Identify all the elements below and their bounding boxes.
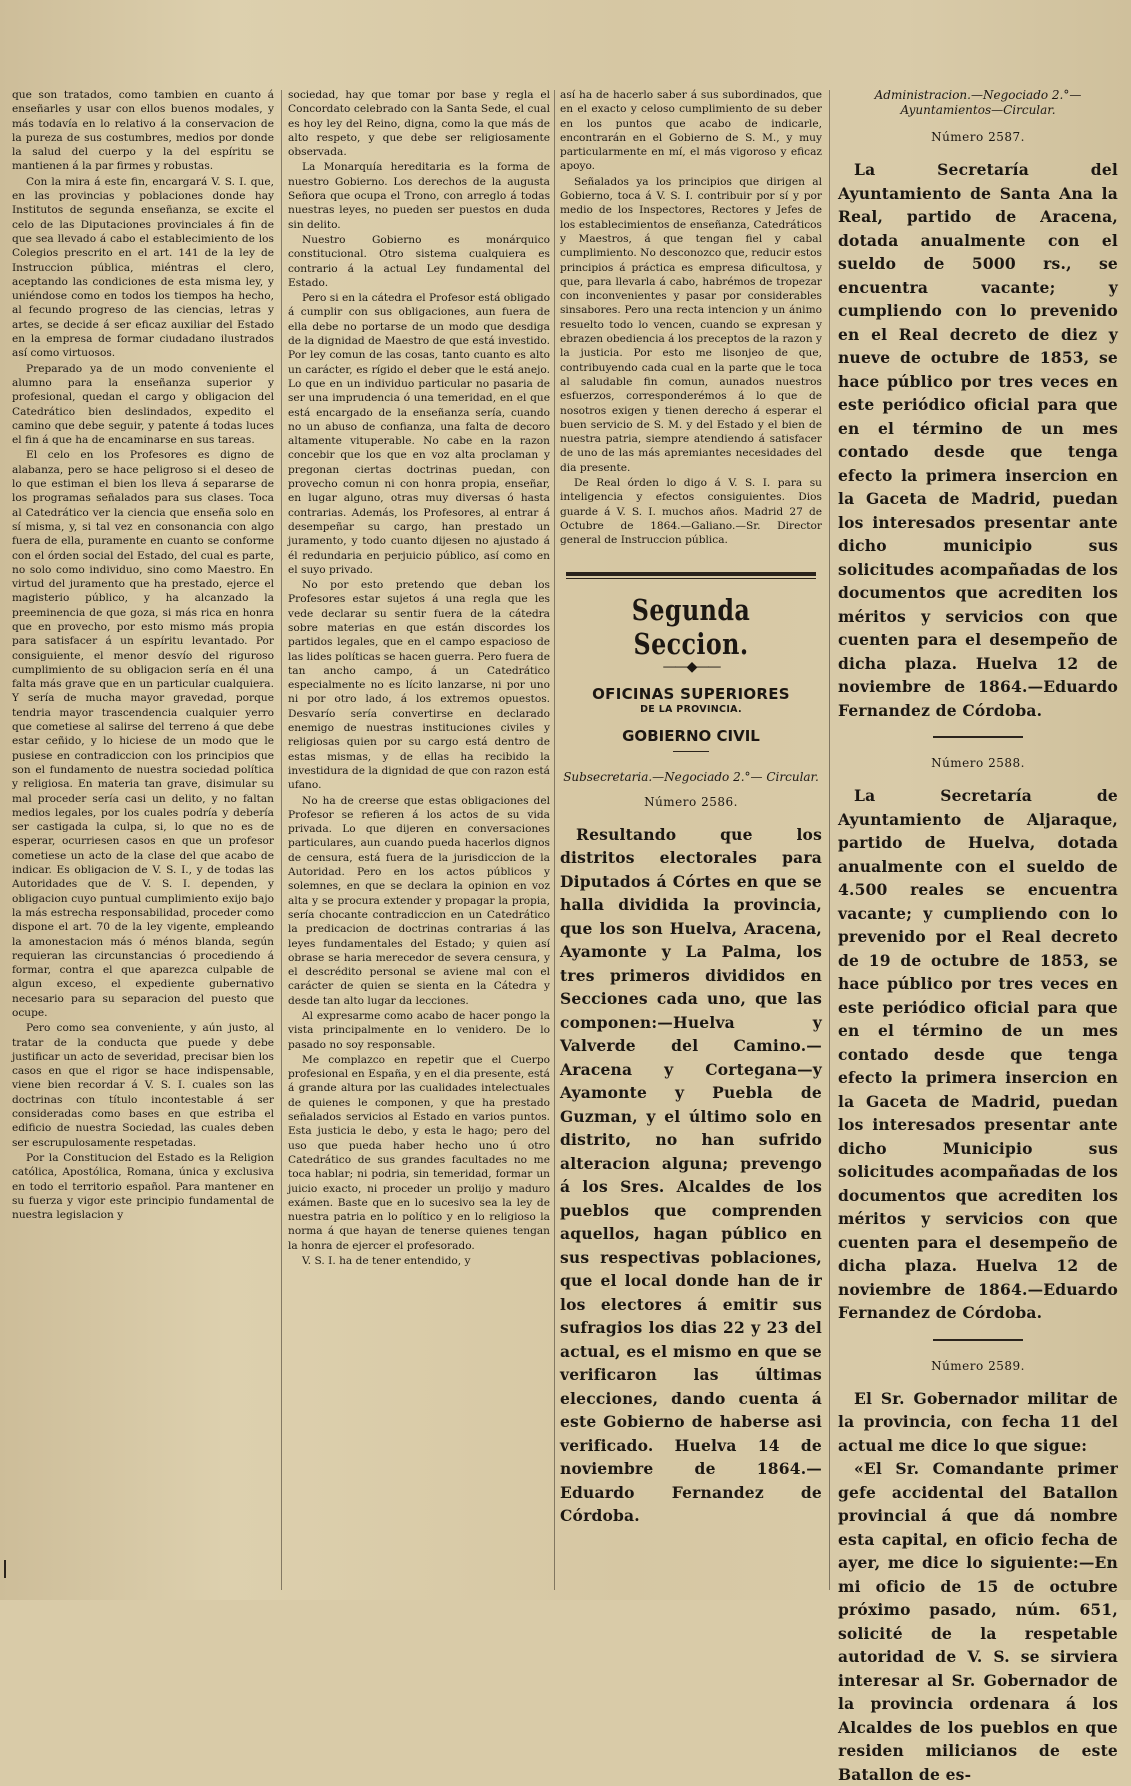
paragraph: No por esto pretendo que deban los Profesores estar sujetos á una regla que les vede declarar su sentir fuera de la cátedra sobre materias en que están discordes los partidos legales, que en el campo espacioso de las lides políticas se hacen guerra. Pero fuera de tan ancho campo, á un Catedrático especialmente no es lícito lanzarse, ni por uno ni por otro lado, á los extremos opuestos. Desvarío sería convertirse en declarado enemigo de nuestras instituciones civiles y religiosas quien por su cargo está dentro de estas mismas, y de ellas ha recibido la investidura de la dignidad de que con razon está ufano. [288, 579, 550, 792]
paragraph: así ha de hacerlo saber á sus subordinados, que en el exacto y celoso cumplimiento de su deber en los puntos que acabo de indicarle, encontrarán en el Gobierno de S. M., y muy particularmente en mí, el más vigoroso y eficaz apoyo. [560, 89, 822, 173]
margin-mark [4, 1560, 6, 1578]
administration-header: Administracion.—Negociado 2.°— Ayuntamientos—Circular. [874, 88, 1082, 117]
divider [673, 751, 709, 752]
notice-number: Número 2589. [931, 1358, 1025, 1373]
ornament-rule: ——◆—— [662, 658, 720, 675]
column-4 [838, 88, 1118, 1784]
paragraph: Pero si en la cátedra el Profesor está obligado á cumplir con sus obligaciones, aun fuera de ella debe no portarse de un modo que desdiga de la dignidad de Maestro de que está investido. Por ley comun de las cosas, tanto cuanto es alto un carácter, es rígido el deber que le está anejo. Lo que en un individuo particular no pasaria de ser una imprudencia ó una temeridad, en el que está encargado de la enseñanza sería, cuando no un abuso de confianza, una falta de decoro altamente vituperable. No cabe en la razon concebir que los que en voz alta proclaman y pregonan ciertas doctrinas puedan, con provecho comun ni con honra propia, enseñar, en lugar alguno, otras muy diversas ó hasta contrarias. Además, los Profesores, al entrar á desempeñar su cargo, han prestado un juramento, y todo cuanto dijesen no ajustado á él redundaria en perjuicio público, así como en el suyo privado. [288, 292, 550, 576]
notice-number: Número 2587. [931, 130, 1025, 144]
paragraph: Al expresarme como acabo de hacer pongo la vista principalmente en lo venidero. De lo pasado no soy responsable. [288, 1010, 550, 1051]
divider [933, 736, 1023, 738]
divider [933, 1339, 1023, 1341]
column-divider [281, 90, 282, 1590]
paragraph: Pero como sea conveniente, y aún justo, al tratar de la conducta que puede y debe justificar un acto de severidad, precisar bien los casos en que el rigor se hace indispensable, viene bien recordar á V. S. I. cuales son las doctrinas con título incontestable á ser consideradas como bases en que estriba el edificio de nuestra Sociedad, las cuales deben ser escrupulosamente respetadas. [12, 1022, 274, 1149]
paragraph: Nuestro Gobierno es monárquico constitucional. Otro sistema cualquiera es contrario á la actual Ley fundamental del Estado. [288, 233, 550, 289]
column-1 [12, 88, 274, 1592]
section-rule [566, 572, 816, 576]
paragraph: Preparado ya de un modo conveniente el alumno para la enseñanza superior y profesional, quedan el cargo y obligacion del Catedrático bien deslindados, expedito el camino que debe seguir, y patente á todas luces el fin á que ha de encaminarse en sus tareas. [12, 362, 274, 447]
paragraph: Por la Constitucion del Estado es la Religion católica, Apostólica, Romana, única y exclusiva en todo el territorio español. Para mantener en su fuerza y vigor este principio fundamental de nuestra legislacion y [12, 1151, 274, 1222]
notice-number: Número 2586. [644, 794, 738, 809]
paragraph: que son tratados, como tambien en cuanto á enseñarles y usar con ellos buenos modales, y más todavía en lo relativo á la conservacion de la pureza de sus costumbres, medios por donde la salud del cuerpo y la del espíritu se mantienen á la par firmes y robustas. [12, 89, 274, 173]
column-divider [829, 90, 830, 1590]
notice-text: «El Sr. Comandante primer gefe accidental del Batallon provincial á que dá nombre esta capital, en oficio fecha de ayer, me dice lo siguiente:—En mi oficio de 15 de octubre próximo pasado, núm. 651, solicité de la respetable autoridad de V. S. se sirviera interesar al Sr. Gobernador de la provincia ordenara á los Alcaldes de los pueblos en que residen milicianos de este Batallon de es- [838, 1459, 1118, 1784]
paragraph: Me complazco en repetir que el Cuerpo profesional en España, y en el dia presente, está á grande altura por las cualidades intelectuales de quienes le componen, y que ha prestado señalados servicios al Estado en varios puntos. Esta justicia le debo, y esta le hago; pero del uso que pueda haber hecho uno ú otro Catedrático de sus grandes facultades no me toca hablar; ni podria, sin temeridad, formar un juicio exacto, ni proceder un prolijo y maduro exámen. Baste que en lo sucesivo sea la ley de nuestra patria en lo político y en lo religioso la norma á que hayan de tenerse quienes tengan la honra de ejercer el profesorado. [288, 1053, 550, 1252]
paragraph: V. S. I. ha de tener entendido, y [302, 1255, 471, 1268]
government-heading: GOBIERNO CIVIL [622, 726, 760, 745]
paragraph: Señalados ya los principios que dirigen al Gobierno, toca á V. S. I. contribuir por sí y por medio de los Inspectores, Rectores y Jefes de los establecimientos de enseñanza, Catedráticos y Maestros, á que tengan fiel y cabal cumplimiento. No desconozco que, reducir estos principios á práctica es empresa dificultosa, y que, para llevarla á cabo, habrémos de tropezar con inconvenientes y pasar por considerables sinsabores. Pero una recta intencion y un ánimo resuelto todo lo vencen, cuando se expresan y ebrazen obediencia á los preceptos de la razon y la justicia. Por esto me lisonjeo de que, contribuyendo cada cual en la parte que le toca al saludable fin comun, aunados nuestros esfuerzos, corresponderémos á lo que de nosotros exigen y tienen derecho á esperar el buen servicio de S. M. y del Estado y el bien de nuestra patria, siempre atendiendo á satisfacer de uno de las más apremiantes necesidades del dia presente. [560, 175, 822, 474]
paragraph: De Real órden lo digo á V. S. I. para su inteligencia y efectos consiguientes. Dios guarde á V. S. I. muchos años. Madrid 27 de Octubre de 1864.—Galiano.—Sr. Director general de Instruccion pública. [560, 477, 822, 547]
notice-text: Resultando que los distritos electorales para Diputados á Córtes en que se halla dividida la provincia, que los son Huelva, Aracena, Ayamonte y La Palma, los tres primeros divididos en Secciones cada uno, que las componen:—Huelva y Valverde del Camino.—Aracena y Cortegana—y Ayamonte y Puebla de Guzman, y el último solo en distrito, no han sufrido alteracion alguna; prevengo á los Sres. Alcaldes de los pueblos que comprenden aquellos, hagan público en sus respectivas poblaciones, que el local donde han de ir los electores á emitir sus sufragios los dias 22 y 23 del actual, es el mismo en que se verificaron las últimas elecciones, dando cuenta á este Gobierno de haberse asi verificado. Huelva 14 de noviembre de 1864.—Eduardo Fernandez de Córdoba. [560, 824, 822, 1525]
section-rule [566, 578, 816, 579]
column-2 [288, 88, 550, 1592]
column-divider [554, 90, 555, 1590]
notice-text: La Secretaría del Ayuntamiento de Santa Ana la Real, partido de Aracena, dotada anualmente con el sueldo de 5000 rs., se encuentra vacante; y cumpliendo con lo prevenido en el Real decreto de diez y nueve de octubre de 1853, se hace público por tres veces en este periódico oficial para que en el término de un mes contado desde que tenga efecto la primera insercion en la Gaceta de Madrid, puedan los interesados presentar ante dicho municipio sus solicitudes acompañadas de los documentos que acrediten los méritos y servicios con que cuenten para el desempeño de dicha plaza. Huelva 12 de noviembre de 1864.—Eduardo Fernandez de Córdoba. [838, 160, 1118, 720]
paragraph: El celo en los Profesores es digno de alabanza, pero se hace peligroso si el deseo de lo que estiman el bien los lleva á separarse de los programas señalados para sus clases. Toca al Catedrático ver la ciencia que enseña solo en sí misma, y, si tal vez en consonancia con algo fuera de ella, puramente en cuanto se conforme con el órden social del Estado, del cual es parte, no solo como individuo, sino como Maestro. En virtud del juramento que ha prestado, ejerce el magisterio público, y ha alcanzado la preeminencia de que goza, si más rica en honra que en provecho, por esto mismo más propia para satisfacer á un espíritu levantado. Por consiguiente, el menor desvío del riguroso cumplimiento de su obligacion sería en él una falta más grave que en un particular cualquiera. Y sería de mucha mayor gravedad, porque tendria mayor trascendencia cualquier yerro que cometiese al salirse del terreno á que debe estar ceñido, y lo hiciese de un modo que le pusiese en contradiccion con los principios que son el fundamento de nuestra sociedad política y religiosa. En materia tan grave, disimular su mal proceder sería casi un delito, y no faltan medios legales, por los cuales podría y debería ser castigada la culpa, si, lo que no es de esperar, ocurriesen casos en que un profesor cometiese un acto de la clase del que acabo de indicar. Es obligacion de V. S. I., y de todas las Autoridades que de V. S. I. dependen, y obligacion cuyo puntual cumplimiento exijo bajo la más estrecha responsabilidad, proceder como dispone el art. 70 de la ley vigente, empleando la amonestacion más ó ménos blanda, según requieran las circunstancias ó procediendo á formar, contra el que aparezca culpable de algun exceso, el expediente gubernativo necesario para su separacion del puesto que ocupe. [12, 449, 274, 1019]
column-3 [560, 88, 822, 1592]
section-title: Segunda Seccion. [631, 592, 751, 661]
notice-text: El Sr. Gobernador militar de la provincia, con fecha 11 del actual me dice lo que sigue: [838, 1388, 1118, 1455]
notice-number: Número 2588. [931, 756, 1025, 770]
office-heading: OFICINAS SUPERIORES [592, 684, 790, 703]
paragraph: sociedad, hay que tomar por base y regla el Concordato celebrado con la Santa Sede, el cual es hoy ley del Reino, digna, como la que más de alto respeto, y que debe ser religiosamente observada. [288, 89, 550, 159]
subsecretaria-line: Subsecretaria.—Negociado 2.°— Circular. [563, 769, 819, 784]
paragraph: No ha de creerse que estas obligaciones del Profesor se refieren á los actos de su vida privada. Lo que dijeren en conversaciones particulares, aun cuando pueda hacerlos dignos de censura, está fuera de la jurisdiccion de la Autoridad. Pero en los actos públicos y solemnes, en que se declara la opinion en voz alta y se procura extender y propagar la propia, sería chocante contradiccion en un Catedrático la predicacion de doctrinas contrarias á las leyes fundamentales del Estado; y quien así obrase se haria merecedor de severa censura, y el descrédito personal se aviene mal con el carácter de quien se sienta en la Cátedra y desde tan alto lugar da lecciones. [288, 794, 550, 1007]
paragraph: Con la mira á este fin, encargará V. S. I. que, en las provincias y poblaciones donde hay Institutos de segunda enseñanza, se excite el celo de las Diputaciones provinciales á fin de que sea llevado á cabo el establecimiento de los Colegios prescrito en el art. 141 de la ley de Instruccion pública, miéntras el clero, aceptando las condiciones de esta misma ley, y uniéndose como en todos los tiempos ha hecho, al fecundo progreso de las ciencias, letras y artes, se decide á ser eficaz auxiliar del Estado en la empresa de formar ciudadano ilustrados así como virtuosos. [12, 175, 274, 360]
notice-text: La Secretaría de Ayuntamiento de Aljaraque, partido de Huelva, dotada anualmente con el sueldo de 4.500 reales se encuentra vacante; y cumpliendo con lo prevenido por el Real decreto de 19 de octubre de 1853, se hace público por tres veces en este periódico oficial para que en el término de un mes contado desde que tenga efecto la primera insercion en la Gaceta de Madrid, puedan los interesados presentar ante dicho Municipio sus solicitudes acompañadas de los documentos que acrediten los méritos y servicios con que cuenten para el desempeño de dicha plaza. Huelva 12 de noviembre de 1864.—Eduardo Fernandez de Córdoba. [838, 786, 1118, 1322]
paragraph: La Monarquía hereditaria es la forma de nuestro Gobierno. Los derechos de la augusta Señora que ocupa el Trono, con arreglo á todas nuestras leyes, no pueden ser puestos en duda sin delito. [288, 161, 550, 231]
office-subheading: DE LA PROVINCIA. [640, 703, 742, 715]
